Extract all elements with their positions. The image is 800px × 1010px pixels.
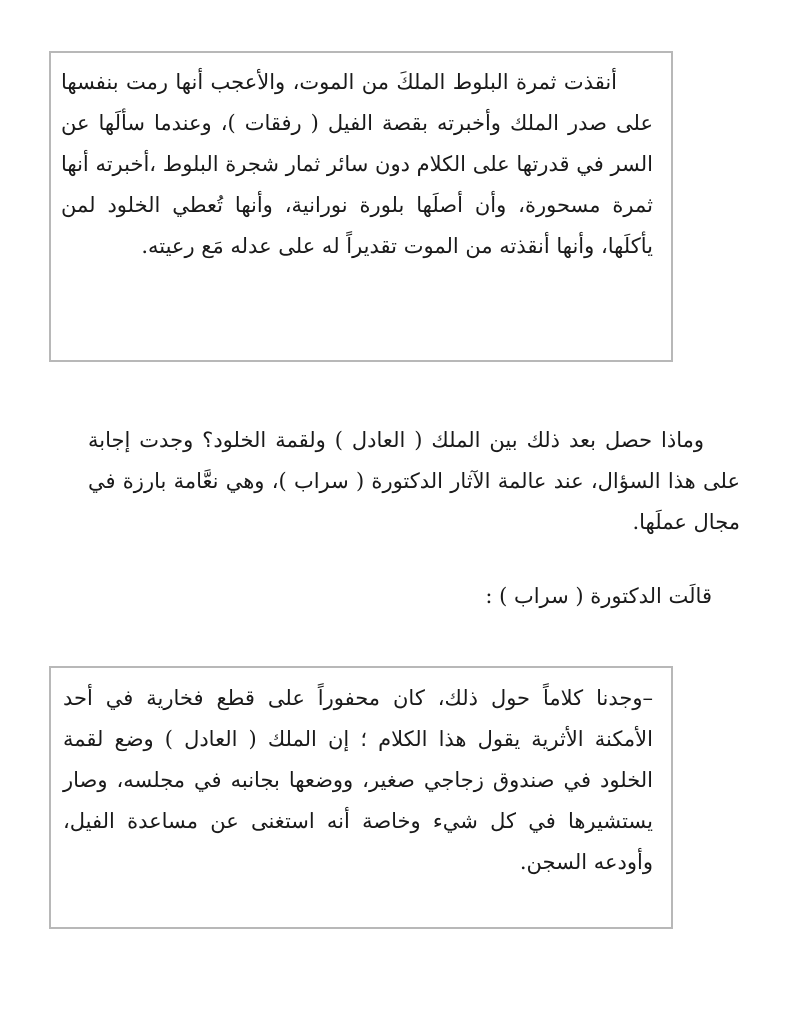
framed-paragraph-top xyxy=(49,51,673,362)
framed-quote-bottom-text: –وجدنا كلاماً حول ذلك، كان محفوراً على قطع فخارية في أحد الأمكنة الأثرية يقول هذا الكلام ؛ إن الملك ( العادل ) وضع لقمة الخلود في صندوق زجاجي صغير، ووضعها بجانبه في مجلسه، وصار يستشيرها في كل شيء وخاصة أنه استغنى عن مساعدة الفيل، وأودعه السجن. xyxy=(63,686,653,874)
framed-paragraph-top-text: أنقذت ثمرة البلوط الملكَ من الموت، والأعجب أنها رمت بنفسها على صدر الملك وأخبرته بقصة الفيل ( رفقات )، وعندما سألَها عن السر في قدرتها على الكلام دون سائر ثمار شجرة البلوط ،أخبرته أنها ثمرة مسحورة، وأن أصلَها بلورة نورانية، وأنها تُعطي الخلود لمن يأكلَها، وأنها أنقذته من الموت تقديراً له على عدله مَع رعيته. xyxy=(61,70,653,258)
quote-introduction xyxy=(200,576,712,617)
quote-introduction-text: قالَت الدكتورة ( سراب ) : xyxy=(485,584,712,608)
framed-quote-bottom xyxy=(49,666,673,929)
body-paragraph xyxy=(88,420,740,543)
body-paragraph-text: وماذا حصل بعد ذلك بين الملك ( العادل ) ولقمة الخلود؟ وجدت إجابة على هذا السؤال، عند عالمة الآثار الدكتورة ( سراب )، وهي نعَّامة بارزة في مجال عملَها. xyxy=(88,428,740,534)
